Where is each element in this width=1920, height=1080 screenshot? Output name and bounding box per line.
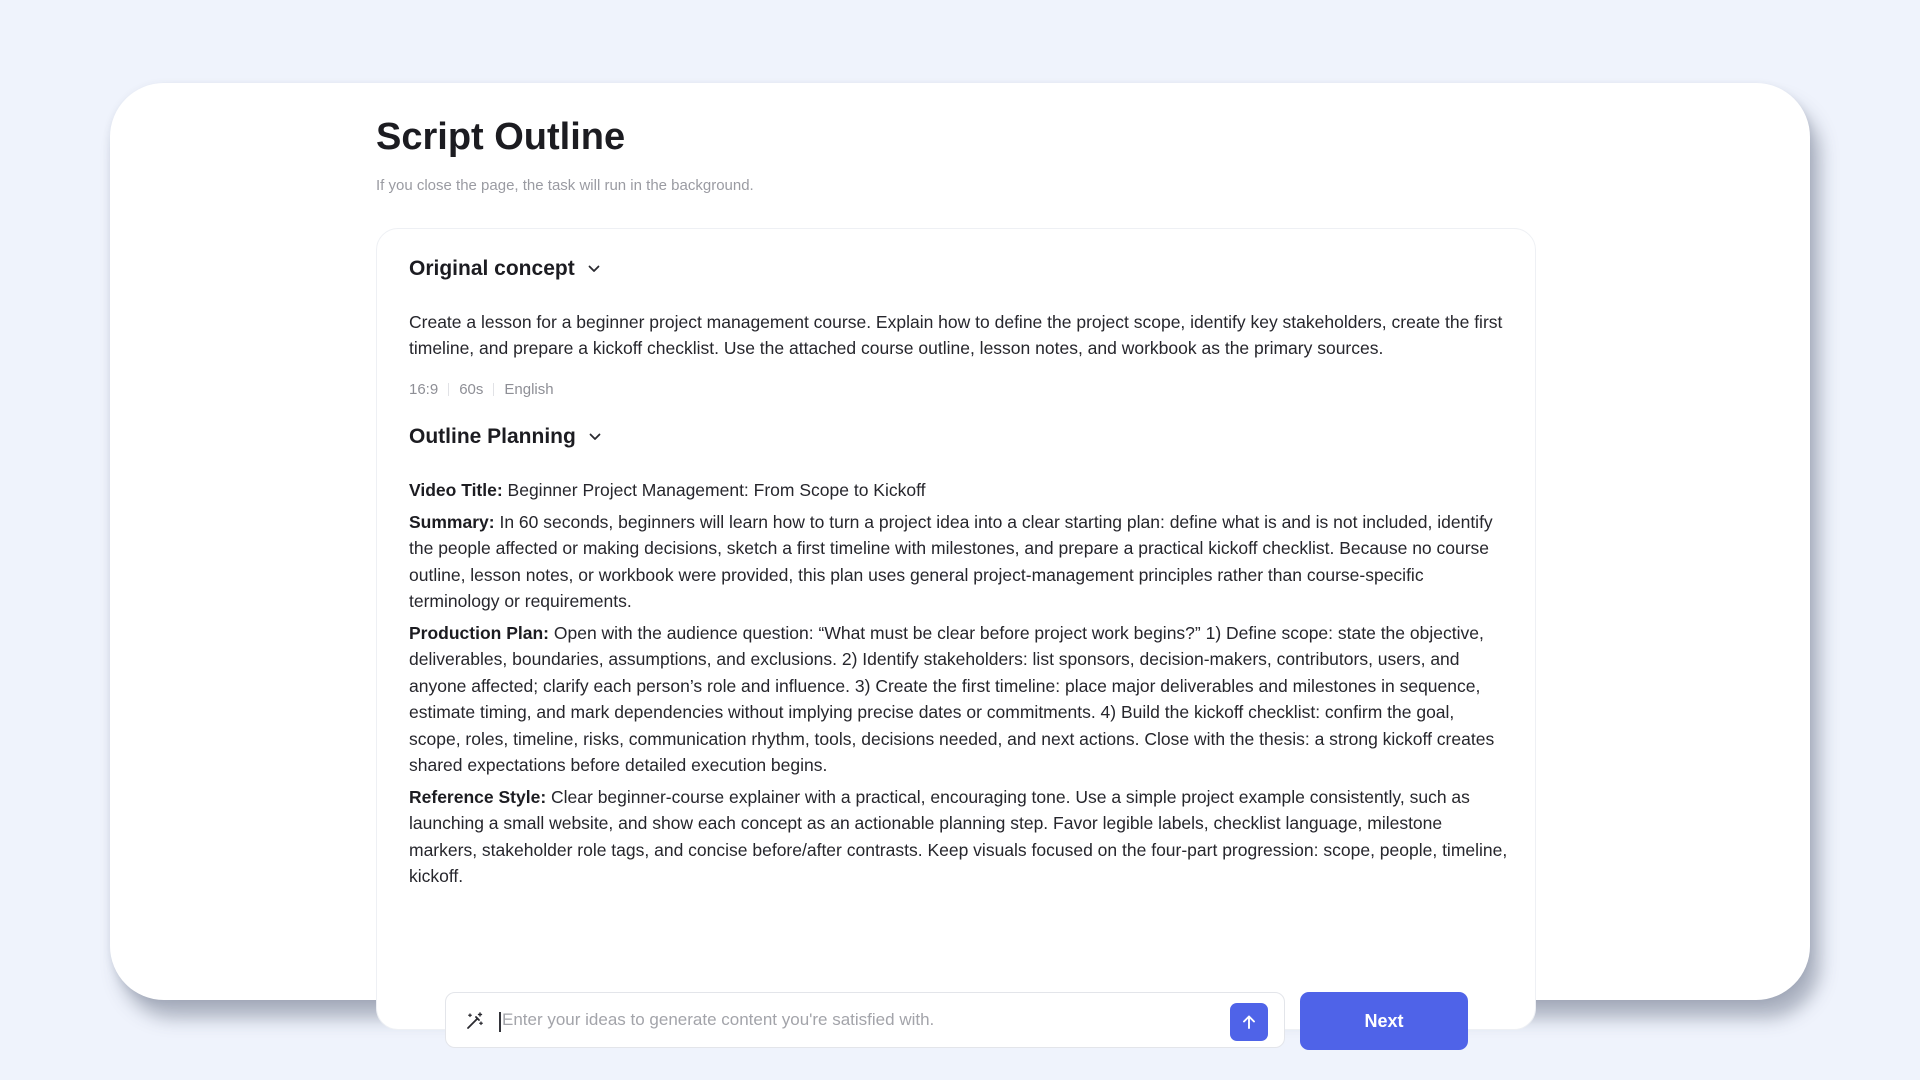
aspect-ratio: 16:9 [409,381,439,398]
outline-item-label: Production Plan: [409,622,549,643]
meta-divider [493,383,494,396]
outline-card [376,228,1536,1030]
outline-item-label: Reference Style: [409,786,547,807]
next-button[interactable]: Next [1300,992,1468,1050]
outline-planning-toggle[interactable] [409,425,602,449]
original-concept-toggle[interactable] [409,257,601,281]
outline-item-text: Open with the audience question: “What must be clear before project work begins?” 1) Define scope: state the objective, deliverables, boundaries, assumptions, and exclusions. 2) Identify stakeholders: list sponsors, decision-makers, contributors, users, and anyone affected; clarify each person’s role and influence. 3) Create the first timeline: place major deliverables and milestones in sequence, estimate timing, and mark dependencies without implying precise dates or commitments. 4) Build the kickoff checklist: confirm the goal, scope, roles, timeline, risks, communication rhythm, tools, decisions needed, and next actions. Close with the thesis: a strong kickoff creates shared expectations before detailed execution begins. [409,622,1495,775]
app-window [110,83,1810,1031]
outline-item-text: Beginner Project Management: From Scope to Kickoff [502,480,926,500]
outline-item-summary [409,509,1509,615]
original-concept-heading: Original concept [409,257,575,280]
meta-divider [448,383,449,396]
chevron-down-icon [587,262,601,276]
concept-meta [409,381,554,398]
outline-body [409,477,1509,895]
magic-wand-icon [465,1011,485,1031]
outline-item-reference-style [409,784,1509,890]
outline-planning-heading: Outline Planning [409,425,576,448]
prompt-box [445,992,1285,1048]
outline-item-video-title [409,477,1509,504]
outline-item-label: Summary: [409,511,495,532]
page-title: Script Outline [376,116,626,158]
outline-item-text: In 60 seconds, beginners will learn how to turn a project idea into a clear starting plan: define what is and is not included, identify the people affected or making decisions, sketch a first timeline with milestones, and prepare a practical kickoff checklist. Because no course outline, lesson notes, or workbook were provided, this plan uses general project-management principles rather than course-specific terminology or requirements. [409,511,1493,611]
arrow-up-icon [1240,1013,1258,1031]
duration: 60s [459,381,484,398]
outline-item-text: Clear beginner-course explainer with a practical, encouraging tone. Use a simple project example consistently, such as launching a small website, and show each concept as an actionable planning step. Favor legible labels, checklist language, milestone markers, stakeholder role tags, and concise before/after contrasts. Keep visuals focused on the four-part progression: scope, people, timeline, kickoff. [409,786,1508,886]
language: English [504,381,554,398]
prompt-input[interactable] [500,993,1202,1047]
send-button[interactable] [1230,1003,1268,1041]
chevron-down-icon [588,430,602,444]
original-concept-text: Create a lesson for a beginner project management course. Explain how to define the project scope, identify key stakeholders, create the first timeline, and prepare a kickoff checklist. Use the attached course outline, lesson notes, and workbook as the primary sources. [409,312,1503,358]
page-subtitle: If you close the page, the task will run in the background. [376,177,754,194]
outline-item-production-plan [409,620,1509,779]
outline-item-label: Video Title: [409,480,503,500]
